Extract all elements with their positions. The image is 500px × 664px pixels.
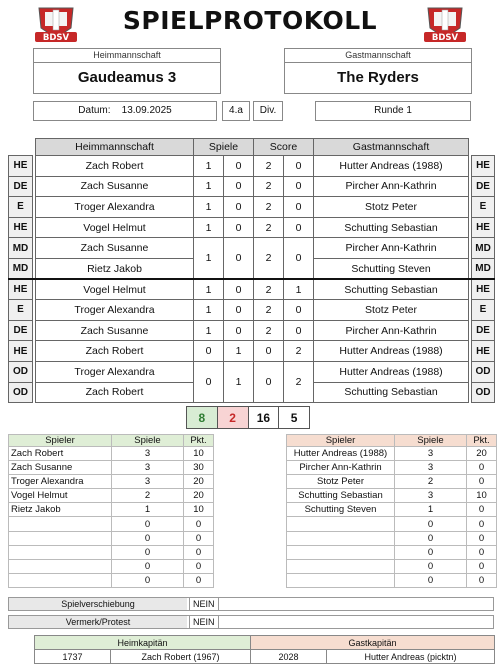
match-guest-games: 1 [224,341,254,362]
stats-player: Zach Robert [9,447,112,461]
home-stats-row [9,573,214,587]
match-row [9,217,495,238]
postpone-row [8,597,494,611]
guest-player: Pircher Ann-Kathrin [314,238,469,259]
match-type-badge: DE [9,176,33,197]
match-row [9,300,495,321]
home-player: Zach Robert [36,156,194,177]
home-team-box [33,48,221,94]
stats-player: Zach Susanne [9,461,112,475]
stats-points: 0 [467,503,497,517]
home-player: Zach Susanne [36,320,194,341]
match-row [9,279,495,300]
protest-value: NEIN [189,616,219,628]
header-score: Score [254,139,314,156]
match-guest-score: 0 [284,320,314,341]
stats-games: 0 [395,531,467,545]
stats-player: Schutting Sebastian [287,489,395,503]
guest-stats-row [287,461,497,475]
guest-captain-name: Hutter Andreas (picktn) [327,650,495,664]
match-type-badge: OD [9,361,33,382]
guest-stats-row [287,545,497,559]
protest-row [8,615,494,629]
stats-player [287,559,395,573]
home-stats-row [9,461,214,475]
totals-table [186,406,310,429]
home-player: Vogel Helmut [36,217,194,238]
stats-player [287,573,395,587]
match-row [9,156,495,177]
stats-player: Pircher Ann-Kathrin [287,461,395,475]
stats-points: 0 [467,559,497,573]
guest-stats-player-header: Spieler [287,435,395,447]
home-stats-row [9,489,214,503]
match-type-badge: E [9,300,33,321]
match-type-badge: HE [472,279,495,300]
home-stats-points-header: Pkt. [184,435,214,447]
header-home: Heimmannschaft [36,139,194,156]
match-guest-games: 0 [224,320,254,341]
stats-points: 0 [467,461,497,475]
stats-points: 0 [467,545,497,559]
stats-points: 0 [467,475,497,489]
guest-stats-table [286,434,497,588]
match-home-score: 0 [254,361,284,402]
match-guest-score: 0 [284,238,314,279]
stats-points: 20 [184,489,214,503]
match-row [9,361,495,382]
stats-player: Troger Alexandra [9,475,112,489]
match-guest-games: 0 [224,156,254,177]
match-guest-score: 0 [284,156,314,177]
match-type-badge: HE [472,217,495,238]
match-type-badge: MD [9,238,33,259]
stats-games: 3 [112,475,184,489]
home-player: Zach Robert [36,382,194,403]
match-type-badge: OD [472,382,495,403]
match-type-badge: DE [472,176,495,197]
home-player: Rietz Jakob [36,258,194,279]
guest-team-label: Gastmannschaft [285,49,471,63]
round-box [315,101,471,121]
match-type-badge: DE [9,320,33,341]
stats-points: 0 [467,531,497,545]
home-stats-row [9,503,214,517]
guest-player: Schutting Steven [314,258,469,279]
stats-points: 0 [184,517,214,531]
total-guest-score: 5 [279,407,310,429]
guest-player: Hutter Andreas (1988) [314,156,469,177]
stats-points: 0 [184,531,214,545]
guest-player: Hutter Andreas (1988) [314,361,469,382]
stats-points: 20 [184,475,214,489]
match-guest-score: 2 [284,361,314,402]
match-row [9,238,495,259]
home-stats-row [9,475,214,489]
home-player: Troger Alexandra [36,361,194,382]
home-player: Zach Susanne [36,238,194,259]
guest-captain-id: 2028 [251,650,327,664]
match-guest-score: 0 [284,176,314,197]
captains-table [34,635,495,664]
stats-games: 0 [112,531,184,545]
match-type-badge: HE [472,341,495,362]
matches-header-row [9,139,495,156]
total-guest-games: 2 [217,407,248,429]
guest-stats-header [287,435,497,447]
stats-games: 1 [395,503,467,517]
page-title: SPIELPROTOKOLL [122,6,378,35]
svg-text:BDSV: BDSV [431,33,459,43]
home-stats-player-header: Spieler [9,435,112,447]
guest-stats-row [287,447,497,461]
league-box [222,101,250,121]
guest-stats-games-header: Spiele [395,435,467,447]
stats-games: 0 [112,573,184,587]
guest-player: Stotz Peter [314,300,469,321]
stats-games: 2 [395,475,467,489]
match-home-games: 1 [194,300,224,321]
guest-player: Schutting Sebastian [314,279,469,300]
match-guest-score: 2 [284,341,314,362]
match-type-badge: OD [9,382,33,403]
match-row [9,341,495,362]
match-guest-score: 0 [284,300,314,321]
round-value: Runde 1 [374,105,412,116]
home-team-label: Heimmannschaft [34,49,220,63]
match-row [9,197,495,218]
stats-games: 3 [112,461,184,475]
date-label: Datum: [78,105,111,116]
guest-stats-row [287,503,497,517]
stats-games: 3 [395,447,467,461]
match-guest-score: 0 [284,197,314,218]
home-stats-row [9,559,214,573]
stats-games: 1 [112,503,184,517]
match-guest-games: 0 [224,300,254,321]
match-home-games: 0 [194,341,224,362]
match-type-badge: MD [9,258,33,279]
home-player: Vogel Helmut [36,279,194,300]
match-type-badge: E [472,197,495,218]
match-row [9,320,495,341]
stats-games: 0 [112,559,184,573]
match-home-games: 1 [194,217,224,238]
match-type-badge: MD [472,258,495,279]
stats-points: 0 [467,517,497,531]
match-type-badge: E [9,197,33,218]
match-home-score: 2 [254,279,284,300]
bdsv-logo-right [422,4,468,44]
match-home-score: 2 [254,238,284,279]
stats-points: 20 [467,447,497,461]
protest-label: Vermerk/Protest [9,616,187,628]
stats-player: Schutting Steven [287,503,395,517]
stats-games: 0 [112,545,184,559]
guest-stats-row [287,573,497,587]
stats-player: Rietz Jakob [9,503,112,517]
stats-player [287,517,395,531]
guest-player: Schutting Sebastian [314,382,469,403]
guest-stats-row [287,559,497,573]
match-guest-score: 0 [284,217,314,238]
match-guest-score: 1 [284,279,314,300]
stats-games: 2 [112,489,184,503]
postpone-label: Spielverschiebung [9,598,187,610]
guest-stats-row [287,531,497,545]
match-home-games: 1 [194,279,224,300]
guest-captain-label: Gastkapitän [251,636,495,650]
match-type-badge: HE [9,156,33,177]
match-type-badge: HE [9,217,33,238]
stats-games: 0 [112,517,184,531]
guest-stats-row [287,475,497,489]
guest-player: Pircher Ann-Kathrin [314,176,469,197]
stats-player: Hutter Andreas (1988) [287,447,395,461]
home-player: Zach Susanne [36,176,194,197]
stats-games: 0 [395,545,467,559]
stats-games: 3 [112,447,184,461]
stats-games: 0 [395,517,467,531]
home-stats-row [9,545,214,559]
match-home-score: 2 [254,156,284,177]
match-home-games: 1 [194,238,224,279]
guest-team-name: The Ryders [337,69,419,86]
match-home-games: 1 [194,197,224,218]
stats-player [287,545,395,559]
match-guest-games: 0 [224,238,254,279]
total-home-games: 8 [187,407,218,429]
date-value: 13.09.2025 [121,105,172,116]
stats-player: Vogel Helmut [9,489,112,503]
stats-player [9,559,112,573]
stats-points: 30 [184,461,214,475]
header-guest: Gastmannschaft [314,139,469,156]
match-home-games: 0 [194,361,224,402]
match-type-badge: MD [472,238,495,259]
header-games: Spiele [194,139,254,156]
home-stats-games-header: Spiele [112,435,184,447]
stats-points: 0 [184,573,214,587]
div-box [253,101,283,121]
guest-player: Pircher Ann-Kathrin [314,320,469,341]
guest-stats-points-header: Pkt. [467,435,497,447]
stats-player [9,573,112,587]
match-guest-games: 0 [224,217,254,238]
total-home-score: 16 [248,407,279,429]
match-type-badge: HE [9,341,33,362]
home-stats-table [8,434,214,588]
stats-points: 0 [467,573,497,587]
stats-player [9,517,112,531]
match-home-games: 1 [194,176,224,197]
postpone-value: NEIN [189,598,219,610]
stats-player: Stotz Peter [287,475,395,489]
stats-points: 0 [184,559,214,573]
guest-player: Stotz Peter [314,197,469,218]
match-guest-games: 0 [224,279,254,300]
stats-points: 10 [184,503,214,517]
bdsv-logo-left [33,4,79,44]
guest-stats-row [287,489,497,503]
stats-games: 3 [395,489,467,503]
league-value: 4.a [229,105,243,116]
match-home-score: 2 [254,320,284,341]
match-home-score: 2 [254,300,284,321]
match-home-games: 1 [194,320,224,341]
home-team-name: Gaudeamus 3 [77,69,177,86]
guest-team-box [284,48,472,94]
match-home-score: 2 [254,176,284,197]
stats-games: 0 [395,559,467,573]
match-home-score: 2 [254,197,284,218]
home-stats-row [9,517,214,531]
match-home-score: 2 [254,217,284,238]
home-player: Troger Alexandra [36,197,194,218]
match-guest-games: 0 [224,176,254,197]
match-home-score: 0 [254,341,284,362]
stats-games: 3 [395,461,467,475]
svg-text:BDSV: BDSV [42,33,70,43]
stats-points: 0 [184,545,214,559]
match-type-badge: HE [9,279,33,300]
matches-table [8,138,495,403]
guest-player: Hutter Andreas (1988) [314,341,469,362]
home-stats-header [9,435,214,447]
home-captain-name: Zach Robert (1967) [111,650,251,664]
stats-points: 10 [467,489,497,503]
match-row [9,176,495,197]
match-type-badge: DE [472,320,495,341]
stats-player [9,545,112,559]
match-home-games: 1 [194,156,224,177]
stats-player [9,531,112,545]
match-guest-games: 0 [224,197,254,218]
home-captain-label: Heimkapitän [35,636,251,650]
match-type-badge: HE [472,156,495,177]
home-captain-id: 1737 [35,650,111,664]
match-guest-games: 1 [224,361,254,402]
div-label: Div. [259,105,277,116]
home-stats-row [9,447,214,461]
stats-games: 0 [395,573,467,587]
home-player: Zach Robert [36,341,194,362]
match-type-badge: OD [472,361,495,382]
guest-stats-row [287,517,497,531]
home-stats-row [9,531,214,545]
match-type-badge: E [472,300,495,321]
stats-player [287,531,395,545]
stats-points: 10 [184,447,214,461]
home-player: Troger Alexandra [36,300,194,321]
date-box [33,101,217,121]
guest-player: Schutting Sebastian [314,217,469,238]
